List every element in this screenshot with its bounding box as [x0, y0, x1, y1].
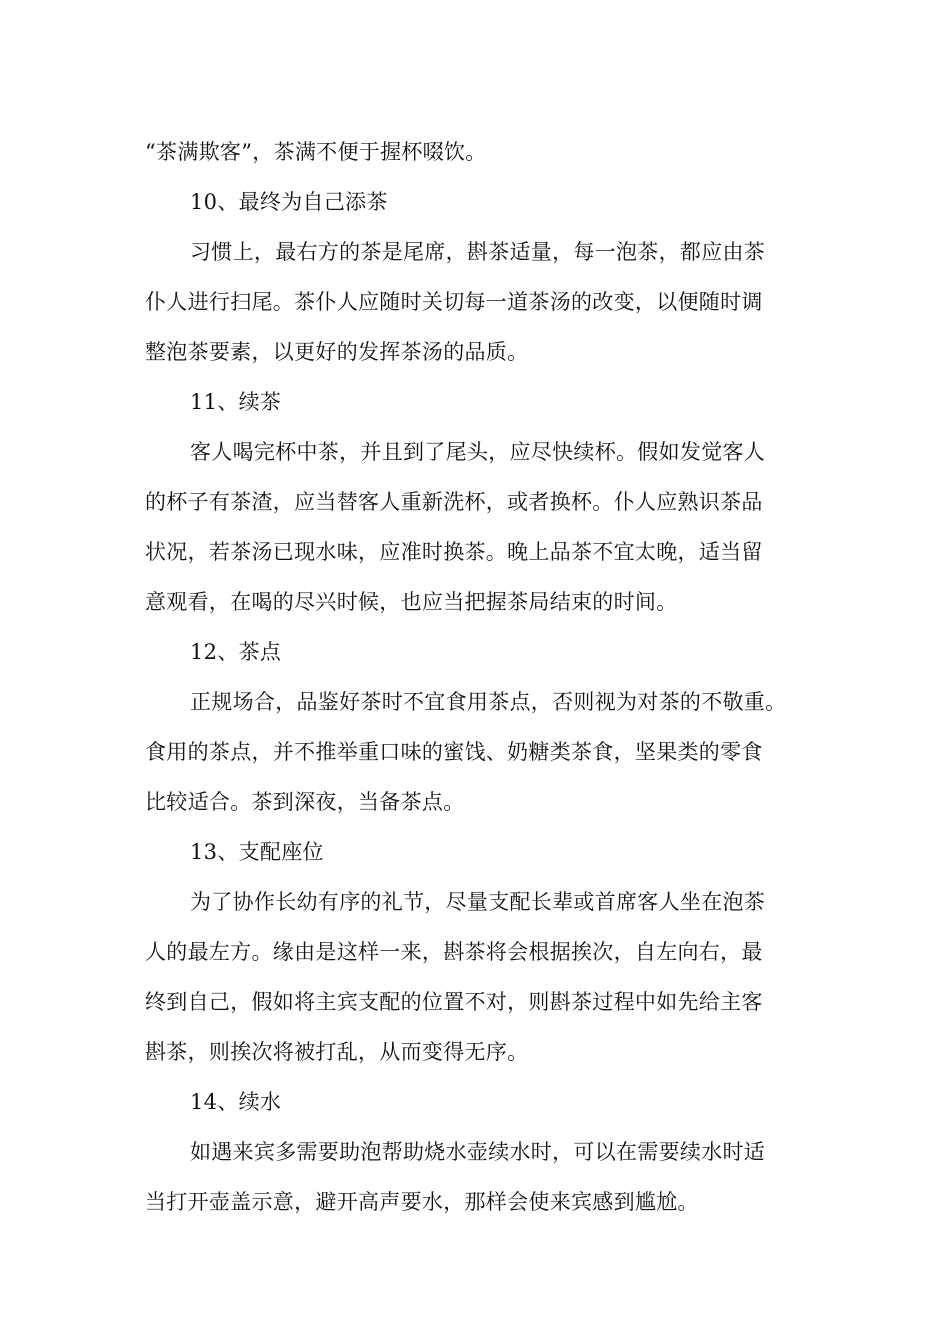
paragraph-line: 整泡茶要素，以更好的发挥茶汤的品质。: [145, 340, 529, 364]
paragraph-line: 终到自己，假如将主宾支配的位置不对，则斟茶过程中如先给主客: [145, 990, 763, 1014]
paragraph-line: 正规场合，品鉴好茶时不宜食用茶点，否则视为对茶的不敬重。: [190, 690, 787, 714]
paragraph-line: 人的最左方。缘由是这样一来，斟茶将会根据挨次，自左向右，最: [145, 940, 763, 964]
section-heading: 13、支配座位: [190, 840, 324, 864]
paragraph-line: 比较适合。茶到深夜，当备茶点。: [145, 790, 465, 814]
section-heading: 12、茶点: [190, 640, 282, 664]
paragraph-line: 意观看，在喝的尽兴时候，也应当把握茶局结束的时间。: [145, 590, 678, 614]
paragraph-line: 习惯上，最右方的茶是尾席，斟茶适量，每一泡茶，都应由茶: [190, 240, 766, 264]
section-heading: 10、最终为自己添茶: [190, 190, 388, 214]
paragraph-line: 状况，若茶汤已现水味，应准时换茶。晚上品茶不宜太晚，适当留: [145, 540, 763, 564]
paragraph-line: 食用的茶点，并不推举重口味的蜜饯、奶糖类茶食，坚果类的零食: [145, 740, 763, 764]
paragraph-line: 仆人进行扫尾。茶仆人应随时关切每一道茶汤的改变，以便随时调: [145, 290, 763, 314]
paragraph-line: 的杯子有茶渣，应当替客人重新洗杯，或者换杯。仆人应熟识茶品: [145, 490, 763, 514]
section-heading: 14、续水: [190, 1090, 282, 1114]
paragraph-line: 如遇来宾多需要助泡帮助烧水壶续水时，可以在需要续水时适: [190, 1140, 766, 1164]
paragraph-line: 斟茶，则挨次将被打乱，从而变得无序。: [145, 1040, 529, 1064]
section-heading: 11、续茶: [190, 390, 282, 414]
paragraph-line: 客人喝完杯中茶，并且到了尾头，应尽快续杯。假如发觉客人: [190, 440, 766, 464]
paragraph-line: 当打开壶盖示意，避开高声要水，那样会使来宾感到尴尬。: [145, 1190, 699, 1214]
paragraph-line: 为了协作长幼有序的礼节，尽量支配长辈或首席客人坐在泡茶: [190, 890, 766, 914]
paragraph-line: “茶满欺客”，茶满不便于握杯啜饮。: [145, 140, 487, 164]
